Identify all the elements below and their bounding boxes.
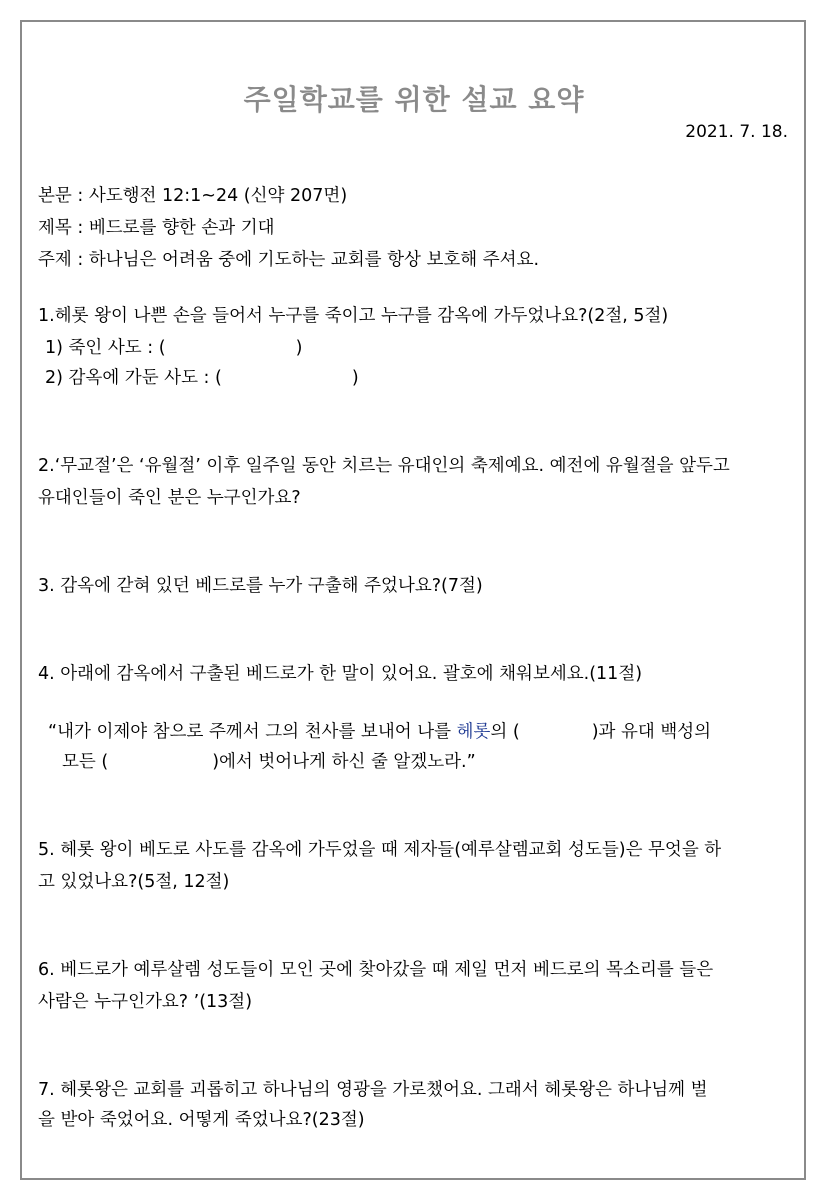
question-3: 3. 감옥에 갇혀 있던 베드로를 누가 구출해 주었나요?(7절) — [38, 576, 483, 596]
quote-part-3: )과 유대 백성의 — [591, 722, 712, 742]
question-6-line-2: 사람은 누구인가요? ’(13절) — [38, 992, 253, 1012]
quote-part-2: 의 ( — [490, 722, 520, 742]
quote-line-1 — [48, 718, 711, 743]
question-7-line-1: 7. 헤롯왕은 교회를 괴롭히고 하나님의 영광을 가로챘어요. 그래서 헤롯왕은 하나님께 벌 — [38, 1080, 708, 1100]
quote-part-1: “내가 이제야 참으로 주께서 그의 천사를 보내어 나를 — [48, 722, 457, 742]
answer-2-close: ) — [351, 368, 359, 388]
document-title: 주일학교를 위한 설교 요약 — [243, 83, 585, 116]
scripture-line: 본문 : 사도행전 12:1~24 (신약 207면) — [38, 186, 348, 206]
question-7-line-2: 을 받아 죽었어요. 어떻게 죽었나요?(23절) — [38, 1110, 365, 1130]
answer-2-label: 2) 감옥에 가둔 사도 : ( — [45, 368, 222, 388]
question-1-answer-1 — [45, 334, 302, 359]
question-5-line-2: 고 있었나요?(5절, 12절) — [38, 872, 230, 892]
question-6-line-1: 6. 베드로가 예루살렘 성도들이 모인 곳에 찾아갔을 때 제일 먼저 베드로의 목소리를 들은 — [38, 960, 714, 980]
question-2-line-1: 2.‘무교절’은 ‘유월절’ 이후 일주일 동안 치르는 유대인의 축제예요. 예전에 유월절을 앞두고 — [38, 456, 730, 476]
question-2-line-2: 유대인들이 죽인 분은 누구인가요? — [38, 488, 301, 508]
answer-1-close: ) — [295, 338, 303, 358]
theme-line: 주제 : 하나님은 어려움 중에 기도하는 교회를 항상 보호해 주셔요. — [38, 250, 540, 270]
quote-line-2 — [62, 748, 476, 773]
answer-1-label: 1) 죽인 사도 : ( — [45, 338, 166, 358]
quote-line-2-part-1: 모든 ( — [62, 752, 109, 772]
question-1-answer-2 — [45, 364, 359, 389]
subject-line: 제목 : 베드로를 향한 손과 기대 — [38, 218, 275, 238]
question-1: 1.헤롯 왕이 나쁜 손을 들어서 누구를 죽이고 누구를 감옥에 가두었나요?(2절, 5절) — [38, 306, 669, 326]
quote-highlight: 헤롯 — [456, 722, 491, 742]
quote-line-2-part-2: )에서 벗어나게 하신 줄 알겠노라.” — [212, 752, 476, 772]
question-5-line-1: 5. 헤롯 왕이 베도로 사도를 감옥에 가두었을 때 제자들(예루살렘교회 성도들)은 무엇을 하 — [38, 840, 722, 860]
question-4: 4. 아래에 감옥에서 구출된 베드로가 한 말이 있어요. 괄호에 채워보세요.(11절) — [38, 664, 643, 684]
document-date: 2021. 7. 18. — [685, 122, 788, 142]
